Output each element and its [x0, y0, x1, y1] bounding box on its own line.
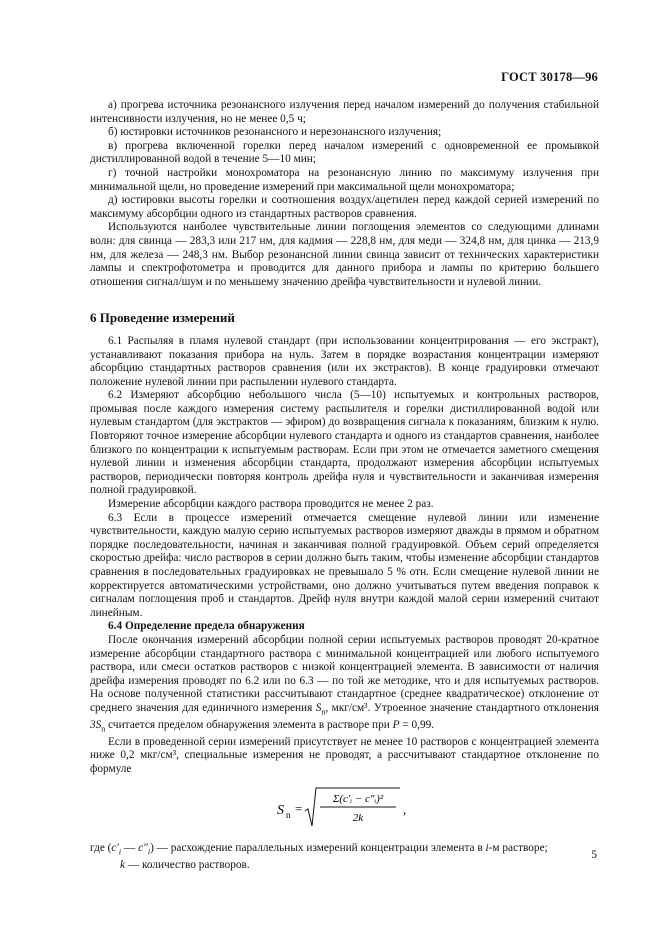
formula-denominator: 2k — [352, 812, 363, 825]
list-item-c: в) прогрева включенной горелки перед началом измерений с одновременной ее промывкой дистиллированной водой в течение 5—10 мин; — [90, 139, 599, 166]
document-body — [90, 99, 599, 873]
section-title: 6 Проведение измерений — [90, 310, 235, 326]
std-deviation-formula — [90, 784, 599, 834]
formula-legend-c: где ($c'_i$ — $c''_i$) — расхождение параллельных измерений концентрации элемента в i-м растворе; — [90, 842, 548, 857]
formula-comma: , — [402, 802, 406, 818]
paragraph-6-1: 6.1 Распыляя в пламя нулевой стандарт (при использовании концентрирования — его экстракт), устанавливают показания прибора на нуль. Затем в порядке возрастания концентрации измеряют абсорбцию стандартных растворов сравнения (или их экстрактов). В конце градуировки отмечают положение нулевой линии при распылении нулевого стандарта. — [90, 334, 599, 388]
paragraph-6-2: 6.2 Измеряют абсорбцию небольшого числа (5—10) испытуемых и контрольных растворов, промывая после каждого измерения систему распылителя и горелки дистиллированной водой или нулевым стандартом (для экстрактов — эфиром) до возвращения сигнала к показаниям, близким к нулю. Повторяют точное измерение абсорбции нулевого стандарта и одного из стандартов сравнения, наиболее близкого по концентрации к испытуемым растворам. Если при этом не отмечается заметного смещения нулевой линии и изменения абсорбции стандарта, продолжают измерения абсорбции испытуемых растворов, периодически повторяя контроль дрейфа нуля и чувствительности и заканчивая измерения полной градуировкой. — [90, 389, 599, 497]
page-number: 5 — [591, 849, 597, 861]
subsection-6-4-title: 6.4 Определение предела обнаружения — [108, 620, 305, 633]
wavelength-paragraph: Используются наиболее чувствительные линии поглощения элементов со следующими длинами волн: для свинца — 283,3 или 217 нм, для кадмия — 228,8 нм, для меди — 324,8 нм, для цинка — 213,9 нм, для железа — 248,3 нм. Выбор резонансной линии свинца зависит от технических характеристики лампы и спектрофотометра и проводится для данного прибора и лампы по критерию большего отношения сигнал/шум и по меньшему значению дрейфа чувствительности и нулевой линии. — [90, 221, 599, 288]
formula-equals: = — [294, 801, 302, 817]
list-item-e: д) юстировки высоты горелки и соотношения воздух/ацетилен перед каждой серией измерений по максимуму абсорбции одного из стандартных растворов сравнения. — [90, 194, 599, 220]
list-item-d: г) точной настройки монохроматора на резонансную линию по максимуму излучения при минимальной щели, но проведение измерений при максимальной щели монохроматора; — [90, 166, 599, 193]
standard-header: ГОСТ 30178—96 — [501, 70, 598, 84]
formula-graphic — [275, 784, 415, 834]
paragraph-6-3: 6.3 Если в процессе измерений отмечается смещение нулевой линии или изменение чувствительности, каждую малую серию испытуемых растворов измеряют дважды в прямом и обратном порядке последовательности, начиная и заканчивая полной градуировкой. Объем серий определяется скоростью дрейфа: число растворов в серии должно быть таким, чтобы изменение абсорбции стандартов сравнения в последовательных градуировках не превышало 5 % отн. Если смещение нулевой линии не корректируется автоматическими устройствами, оно должно учитываться путем введения поправок к сигналам поглощения проб и стандартов. Дрейф нуля внутри каждой малой серии измерений считают линейным. — [90, 511, 599, 619]
formula-numerator: Σ(c′ᵢ − c″ᵢ)² — [332, 793, 383, 806]
formula-lhs: S — [276, 803, 284, 819]
list-item-a: а) прогрева источника резонансного излучения перед началом измерений до получения стабильной интенсивности излучения, но не менее 0,5 ч; — [90, 99, 599, 125]
formula-legend-k: k — количество растворов. — [120, 859, 250, 872]
list-item-b: б) юстировки источников резонансного и нерезонансного излучения; — [108, 126, 442, 139]
formula-lhs-sub: n — [285, 810, 290, 821]
paragraph-6-4-b: Если в проведенной серии измерений присутствует не менее 10 растворов с концентрацией элемента ниже 0,2 мкг/см³, специальные измерения не проводят, а рассчитывают стандартное отклонение по формуле — [90, 735, 599, 775]
paragraph-6-4-a: После окончания измерений абсорбции полной серии испытуемых растворов проводят 20-кратное измерение абсорбции стандартного раствора с минимальной концентрацией или любого испытуемого раствора, или смеси остатков растворов с низкой концентрацией элемента. В зависимости от наличия дрейфа измерения проводят по 6.2 или по 6.3 — по той же методике, что и для испытуемых растворов. На основе полученной статистики рассчитывают стандартное (среднее квадратическое) отклонение от среднего значения для единичного измерения $S_n$, мкг/см³. Утроенное значение стандартного отклонения $3S_n$ считается пределом обнаружения элемента в растворе при P = 0,99. — [90, 633, 599, 734]
paragraph-6-2-repeat: Измерение абсорбции каждого раствора проводится не менее 2 раз. — [108, 498, 434, 511]
